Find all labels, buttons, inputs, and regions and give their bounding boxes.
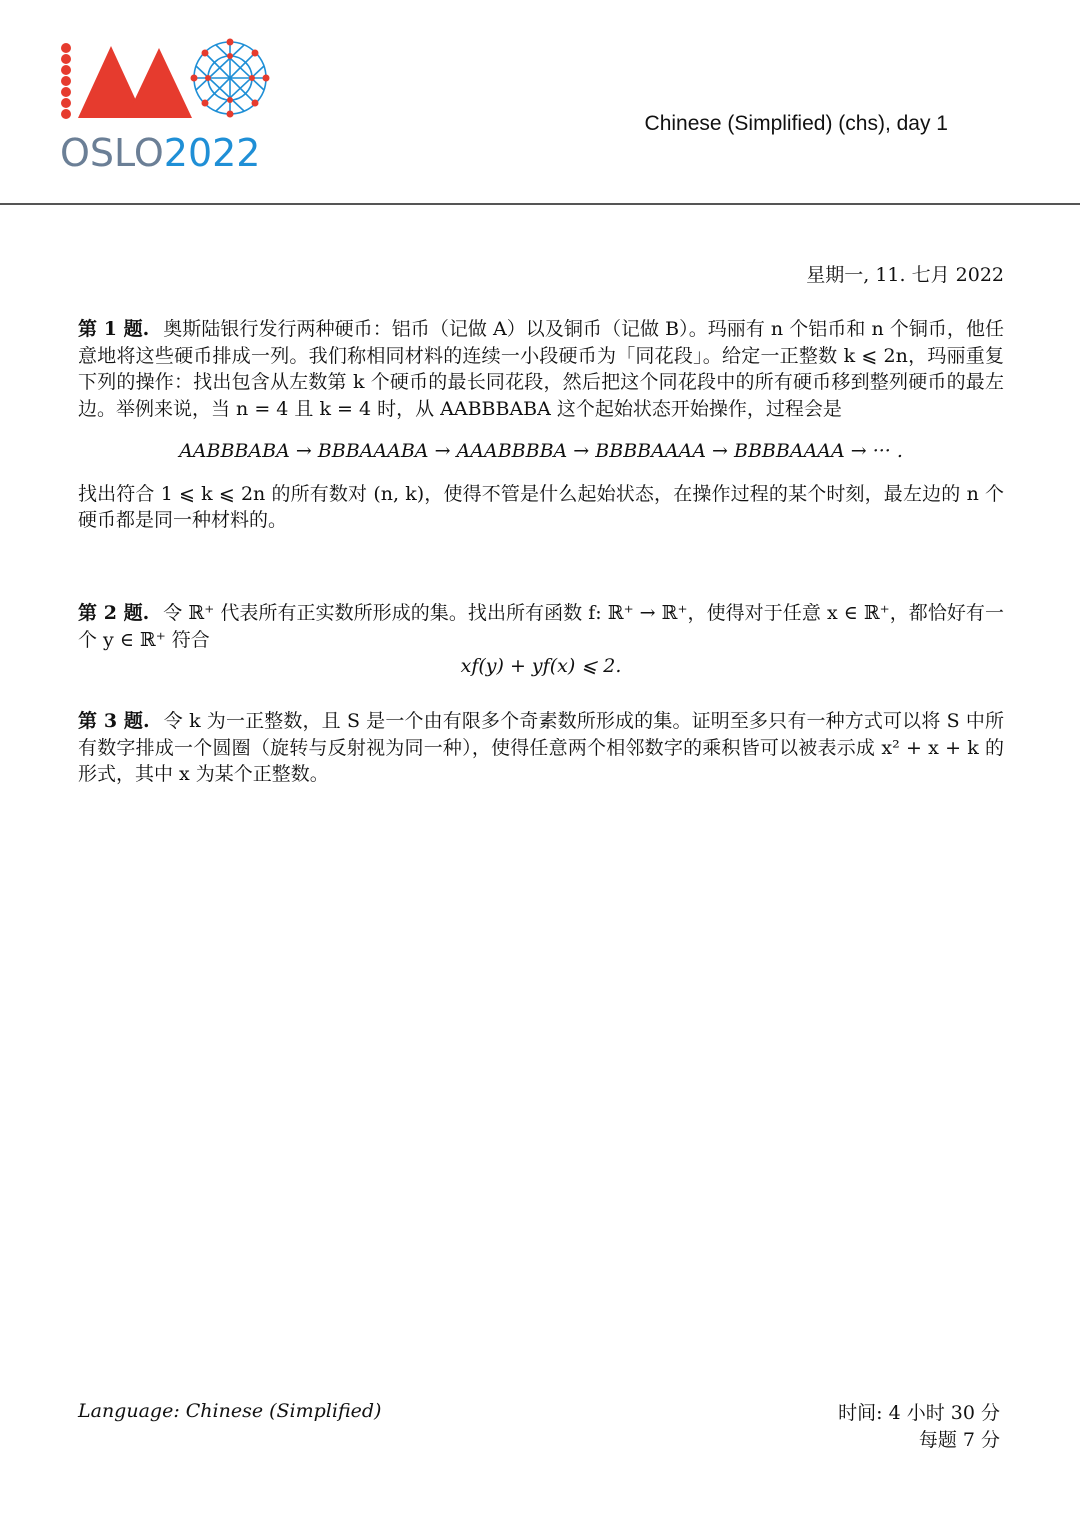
header-divider (0, 203, 1080, 205)
problem-3-text: 令 k 为一正整数，且 S 是一个由有限多个奇素数所形成的集。证明至多只有一种方式可以将 S 中所有数字排成一个圆圈（旋转与反射视为同一种），使得任意两个相邻数字的乘积皆可以被表示成 x² + x + k 的形式，其中 x 为某个正整数。 (78, 710, 1004, 785)
problem-3 (78, 708, 1004, 788)
problem-1-formula: AABBBABA → BBBAAABA → AAABBBBA → BBBBAAAA → BBBBAAAA → ··· . (179, 440, 903, 462)
problem-1-text: 奥斯陆银行发行两种硬币：铝币（记做 A）以及铜币（记做 B）。玛丽有 n 个铝币和 n 个铜币，他任意地将这些硬币排成一列。我们称相同材料的连续一小段硬币为「同花段」。给定一正整数 k ⩽ 2n，玛丽重复下列的操作：找出包含从左数第 k 个硬币的最长同花段，然后把这个同花段中的所有硬币移到整列硬币的最左边。举例来说，当 n = 4 且 k = 4 时，从 AABBBABA 这个起始状态开始操作，过程会是 (78, 318, 1004, 420)
problem-1-label: 第 1 题. (78, 318, 150, 340)
problem-3-label: 第 3 题. (78, 710, 150, 732)
oslo2022-logo (58, 38, 278, 173)
problem-2-formula: xf(y) + yf(x) ⩽ 2. (460, 655, 622, 677)
problem-1 (78, 316, 1004, 534)
problem-2-label: 第 2 题. (78, 602, 150, 624)
problem-1-question: 找出符合 1 ⩽ k ⩽ 2n 的所有数对 (n, k)，使得不管是什么起始状态，在操作过程的某个时刻，最左边的 n 个硬币都是同一种材料的。 (78, 482, 1004, 531)
logo-text: OSLO2022 (60, 131, 261, 173)
problem-2 (78, 600, 1004, 680)
problem-2-text: 令 ℝ⁺ 代表所有正实数所形成的集。找出所有函数 f: ℝ⁺ → ℝ⁺，使得对于任意 x ∈ ℝ⁺，都恰好有一个 y ∈ ℝ⁺ 符合 (78, 602, 1004, 651)
footer-language: Language: Chinese (Simplified) (78, 1400, 382, 1422)
header-title: Chinese (Simplified) (chs), day 1 (644, 112, 948, 135)
footer-points: 每题 7 分 (918, 1429, 1000, 1451)
footer-time: 时间: 4 小时 30 分 (838, 1402, 1000, 1424)
imo-logo-graphic (58, 38, 278, 173)
footer-info (838, 1400, 1000, 1454)
exam-date: 星期一, 11. 七月 2022 (806, 264, 1004, 286)
